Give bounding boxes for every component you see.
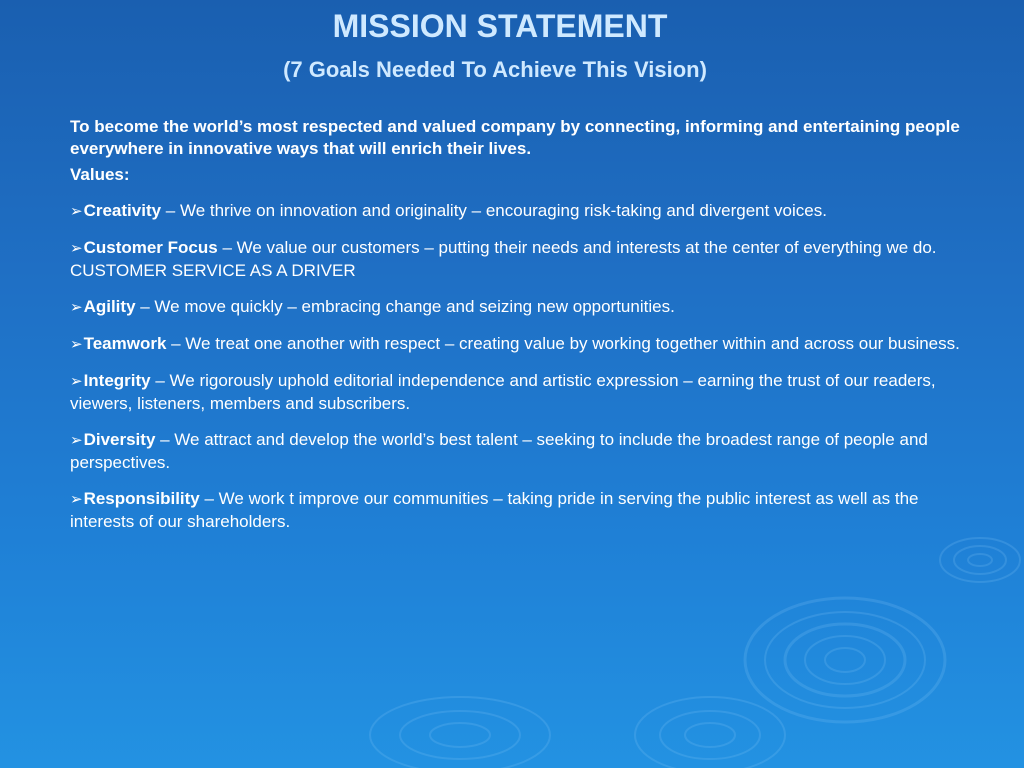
arrow-bullet-icon: ➢ bbox=[70, 432, 83, 449]
slide-title: MISSION STATEMENT bbox=[332, 8, 668, 44]
mission-statement: To become the world’s most respected and valued company by connecting, informing and entertaining people everywhere in innovative ways that will enrich their lives. bbox=[70, 117, 960, 158]
value-term: Agility bbox=[83, 297, 136, 316]
value-description: – We move quickly – embracing change and seizing new opportunities. bbox=[135, 297, 675, 316]
values-heading: Values: bbox=[70, 165, 130, 184]
value-description: – We thrive on innovation and originality – encouraging risk-taking and divergent voices. bbox=[161, 201, 827, 220]
arrow-bullet-icon: ➢ bbox=[70, 373, 83, 390]
arrow-bullet-icon: ➢ bbox=[70, 240, 83, 257]
value-description: – We value our customers – putting their needs and interests at the center of everything we do. CUSTOMER SERVICE AS A DRIVER bbox=[70, 238, 937, 280]
value-description: – We treat one another with respect – creating value by working together within and across our business. bbox=[166, 334, 960, 353]
value-item-teamwork bbox=[70, 333, 975, 356]
value-term: Diversity bbox=[83, 430, 156, 449]
slide-body bbox=[70, 116, 975, 533]
arrow-bullet-icon: ➢ bbox=[70, 491, 83, 508]
arrow-bullet-icon: ➢ bbox=[70, 336, 83, 353]
value-description: – We attract and develop the world’s best talent – seeking to include the broadest range of people and perspectives. bbox=[70, 430, 928, 472]
value-term: Customer Focus bbox=[83, 238, 218, 257]
slide-subtitle: (7 Goals Needed To Achieve This Vision) bbox=[283, 57, 707, 82]
value-item-agility bbox=[70, 296, 975, 319]
value-item-diversity bbox=[70, 429, 975, 474]
value-term: Responsibility bbox=[83, 489, 200, 508]
arrow-bullet-icon: ➢ bbox=[70, 299, 83, 316]
value-item-customer-focus bbox=[70, 237, 975, 282]
value-term: Teamwork bbox=[83, 334, 167, 353]
value-item-creativity bbox=[70, 200, 975, 223]
arrow-bullet-icon: ➢ bbox=[70, 203, 83, 220]
value-description: – We rigorously uphold editorial independence and artistic expression – earning the trust of our readers, viewers, listeners, members and subscribers. bbox=[70, 371, 936, 413]
value-term: Integrity bbox=[83, 371, 151, 390]
value-item-integrity bbox=[70, 370, 975, 415]
value-description: – We work t improve our communities – taking pride in serving the public interest as well as the interests of our shareholders. bbox=[70, 489, 919, 531]
value-term: Creativity bbox=[83, 201, 162, 220]
value-item-responsibility bbox=[70, 488, 975, 533]
